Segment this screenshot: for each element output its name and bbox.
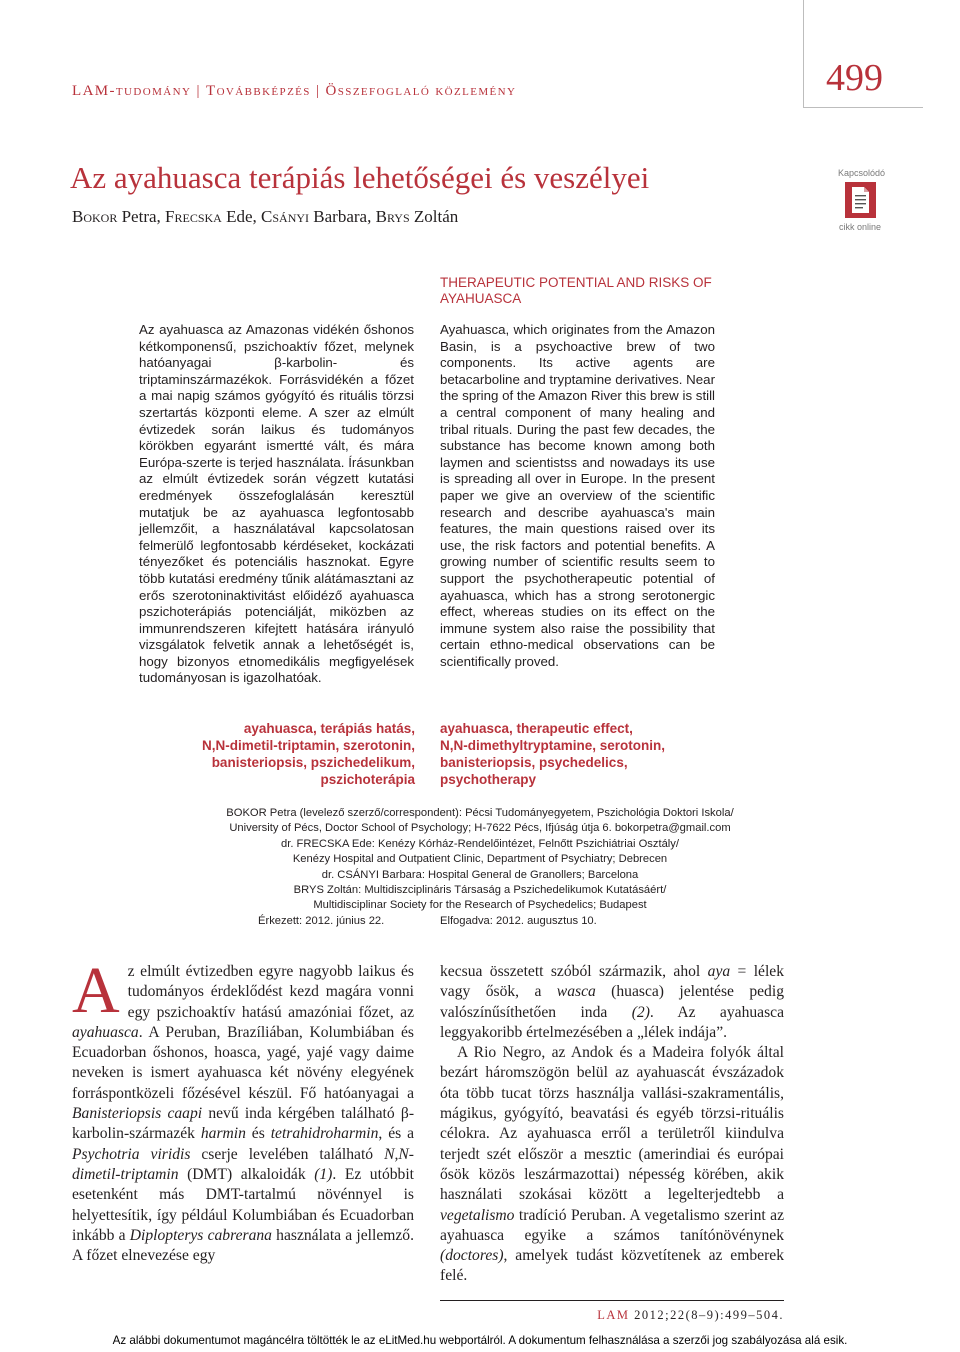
- body-text: A Rio Negro, az Andok és a Madeira folyók által bezárt háromszögön belül az ayahuascát évszázadok óta több tucat törzs használja vallási-szakramentális, mágikus, gyógyító, beavatási és egyéb törzsi-rituális célokra. Az ayahuasca erről a területről kiindulva terjedt szét először a mesztic (amerindiai és európai ősök közös leszármazottai) népesség körében, akik használati szokásai között a legelterjedtebb a: [440, 1044, 784, 1204]
- body-text: használata a jellemző. A főzet elnevezése egy: [72, 1226, 414, 1265]
- keyword-line: banisteriopsis, pszichedelikum,: [211, 755, 415, 770]
- author-list: [72, 207, 458, 227]
- body-text-italic: Banisteriopsis caapi: [72, 1105, 203, 1123]
- body-paragraph: [440, 962, 784, 1043]
- affiliation-line: dr. FRECSKA Ede: Kenézy Kórház-Rendelőintézet, Felnőtt Pszichiátriai Osztály/: [281, 837, 679, 850]
- affiliation-line: dr. CSÁNYI Barbara: Hospital General de Granollers; Barcelona: [321, 868, 639, 881]
- author-given: Ede,: [221, 207, 262, 226]
- author-given: Barbara,: [309, 207, 376, 226]
- body-paragraph: [72, 954, 415, 1266]
- author-given: Petra,: [117, 207, 166, 226]
- affiliation-line: Multidisciplinar Society for the Research of Psychedelics; Budapest: [313, 899, 647, 912]
- affiliation-line: BRYS Zoltán: Multidiszciplináris Társaság a Pszichedelikumok Kutatásáért/: [293, 884, 667, 897]
- body-text-italic: Diplopterys cabrerana: [129, 1226, 272, 1244]
- body-text: kecsua összetett szóból származik, ahol: [440, 963, 708, 980]
- footer-divider: [440, 1300, 784, 1301]
- journal-citation: [560, 1308, 784, 1323]
- abstract-en-title: THERAPEUTIC POTENTIAL AND RISKS OF AYAHUASCA: [440, 275, 712, 306]
- keyword-line: ayahuasca, terápiás hatás,: [243, 721, 415, 736]
- related-article-label[interactable]: Kapcsolódó: [838, 168, 886, 178]
- affiliation-line: Kenézy Hospital and Outpatient Clinic, Department of Psychiatry; Debrecen: [292, 853, 668, 866]
- header-divider-vertical: [803, 0, 804, 108]
- body-text: = lélek vagy ősök, a: [440, 963, 784, 1001]
- keyword-line: psychotherapy: [440, 772, 537, 787]
- section-label-1: LAM-tudomány: [72, 83, 192, 99]
- keyword-line: ayahuasca, therapeutic effect,: [440, 721, 633, 736]
- page-number: 499: [826, 57, 883, 99]
- affiliation-line: University of Pécs, Doctor School of Psychology; H-7622 Pécs, Ifjúság útja 6. bokorpetra@gmail.com: [229, 822, 731, 835]
- running-header: [72, 83, 516, 100]
- author-affiliations: [140, 806, 820, 914]
- body-text: . A Peruban, Brazíliában, Kolumbiában és Ecuadorban őshonos, hoasca, yagé, yajé vagy daime neveken is ismert ayahuasca két növény elegyének forráspontközeli főzésével készül. Fő hatóanyagai a: [72, 1023, 414, 1102]
- body-text: (DMT) alkaloidák: [178, 1165, 315, 1183]
- received-date: Érkezett: 2012. június 22.: [258, 915, 385, 927]
- body-text: (huasca) jelentése pedig valószínűsíthetően inda: [440, 983, 784, 1021]
- body-text-italic: aya: [707, 963, 731, 980]
- keyword-line: pszichoterápia: [320, 772, 415, 787]
- body-text-italic: wasca: [556, 983, 596, 1001]
- body-text: nevű inda kérgében található β-karbolin-származék: [72, 1105, 415, 1143]
- keyword-line: banisteriopsis, psychedelics,: [440, 755, 628, 770]
- affiliation-line: BOKOR Petra (levelező szerző/correspondent): Pécsi Tudományegyetem, Pszichológia Doktori Iskola/: [226, 807, 734, 819]
- keywords-hu: [139, 720, 415, 788]
- author-surname: Bokor: [72, 207, 118, 226]
- body-text-italic: vegetalismo: [440, 1206, 515, 1224]
- body-text-italic: N,N-dimetil-triptamin: [72, 1145, 414, 1183]
- section-label-2: Továbbképzés: [206, 83, 311, 99]
- body-text: tradíció Peruban. A vegetalismo szerint az ayahuasca egyike a számos tanítónövénynek: [440, 1206, 784, 1244]
- abstract-en: Ayahuasca, which originates from the Amazon Basin, is a psychoactive brew of two components. Its active agents are betacarboline and tryptamine derivatives. Near the spring of the Amazon River this brew is still a central component of many healing and tribal rituals. During the past few decades, the substance has become known among both laymen and scientistss and nowadays its use is spreading all over in Europe. In the present paper we give an overview of the scientific research and describe ayahuasca's main features, the main questions raised over its use, the risk factors and potential benefits. A growing number of scientific results seem to support the psychotherapeutic potential of ayahuasca, which has a strong serotonergic effect, whereas studies on its effect on the immune system also raise the possibility that certain ethno-medical observations can be scientifically proved.: [440, 322, 715, 669]
- author-surname: Brys: [375, 207, 410, 226]
- author-surname: Frecska: [165, 207, 222, 226]
- body-text: . Az ayahuasca leggyakoribb értelmezésében a „lélek indája”.: [440, 1003, 784, 1041]
- body-text-italic: Psychotria viridis: [72, 1145, 191, 1163]
- keyword-line: N,N-dimethyltryptamine, serotonin,: [440, 738, 666, 753]
- citation-details: 2012;22(8–9):499–504.: [629, 1308, 784, 1322]
- accepted-date: Elfogadva: 2012. augusztus 10.: [440, 915, 597, 927]
- body-text: cserje levelében található: [190, 1145, 385, 1163]
- keyword-line: N,N-dimetil-triptamin, szerotonin,: [201, 738, 415, 753]
- article-title: Az ayahuasca terápiás lehetőségei és veszélyei: [70, 160, 650, 195]
- author-surname: Csányi: [261, 207, 310, 226]
- separator: |: [196, 83, 201, 99]
- header-divider-horizontal: [803, 107, 923, 108]
- drop-cap: A: [72, 954, 120, 1027]
- body-text: , amelyek tudást közvetítenek az emberek felé.: [440, 1247, 784, 1285]
- related-article-caption[interactable]: cikk online: [838, 222, 882, 232]
- body-text-italic: (doctores): [440, 1247, 504, 1265]
- body-text: z elmúlt évtizedben egyre nagyobb laikus és tudományos érdeklődést kezd magára vonni egy pszichoaktív hatású amazóniai főzet, az: [127, 963, 414, 1021]
- body-text-italic: tetrahidroharmin: [270, 1125, 379, 1143]
- journal-name: LAM: [597, 1308, 630, 1322]
- download-notice: Az alábbi dokumentumot magáncélra töltötték le az eLitMed.hu webportálról. A dokumentum felhasználása a szerzői jog szabályozása alá esik.: [112, 1334, 848, 1347]
- keywords-en: [440, 720, 730, 788]
- document-icon[interactable]: [845, 182, 876, 218]
- reference-link[interactable]: (1): [314, 1165, 333, 1183]
- author-given: Zoltán: [409, 207, 459, 226]
- body-column-left: [72, 954, 415, 1266]
- body-paragraph: [440, 1043, 784, 1287]
- body-text-italic: ayahuasca: [72, 1023, 139, 1041]
- body-text: és: [245, 1125, 271, 1143]
- body-text: . Ez utóbbit esetenként más DMT-tartalmú növénnyel is helyettesítik, így például Kolumbiában és Ecuadorban inkább a: [72, 1165, 414, 1244]
- separator: |: [315, 83, 321, 99]
- body-column-right: [440, 962, 784, 1287]
- body-text: , és a: [378, 1125, 414, 1143]
- reference-link[interactable]: (2): [631, 1003, 650, 1021]
- abstract-hu: Az ayahuasca az Amazonas vidékén őshonos kétkomponensű, pszichoaktív főzet, melynek hatóanyagai β-karbolin- és triptaminszármazékok. Forrásvidékén a főzet a mai napig számos gyógyító és rituális törzsi szertartás központi eleme. A szer az elmúlt évtizedek során laikus és tudományos körökben egyaránt ismertté vált, és mára Európa-szerte is terjed használata. Írásunkban az elmúlt évtizedek során végzett kutatási eredmények összefoglalásán keresztül mutatjuk be az ayahuasca legfontosabb jellemzőit, a használatával kapcsolatosan felmerülő legfontosabb kérdéseket, kockázati tényezőket és potenciális hasznokat. Egyre több kutatási eredmény tűnik alátámasztani az erős szerotoninaktivitást előidéző ayahuasca pszichoterápiás potenciálját, miközben az immunrendszeren kifejtett hatására irányuló vizsgálatok felvetik annak a lehetőségét is, hogy bizonyos etnomedikális megfigyelések tudományosan is igazolhatóak.: [139, 322, 414, 686]
- section-label-3: Összefoglaló közlemény: [325, 83, 517, 99]
- body-text-italic: harmin: [200, 1125, 246, 1143]
